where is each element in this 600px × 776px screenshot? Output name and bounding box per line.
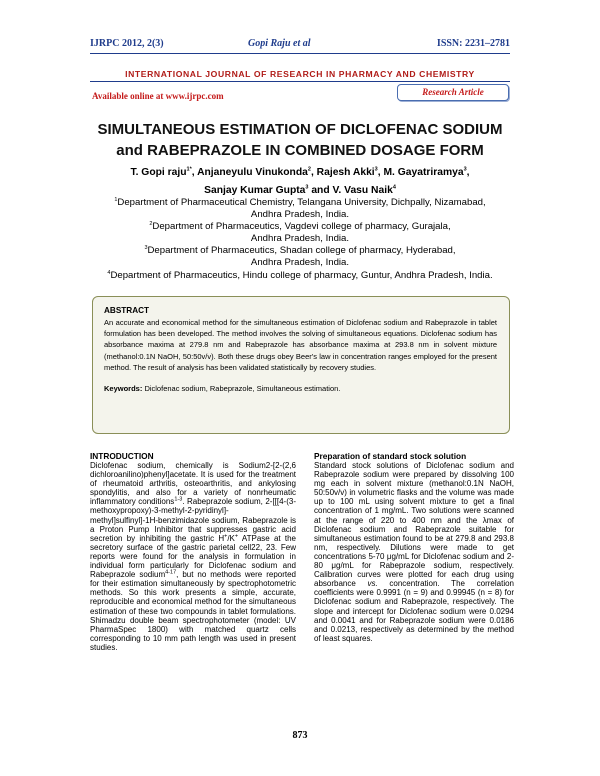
available-online[interactable]: Available online at www.ijrpc.com: [92, 91, 224, 101]
header-rule: [90, 53, 510, 54]
superscript: +: [224, 533, 228, 540]
stock-solution-heading: Preparation of standard stock solution: [314, 451, 467, 461]
author-affiliation-mark: 3: [463, 166, 467, 173]
affiliation: [88, 221, 512, 233]
author-name: V. Vasu Naik: [332, 185, 393, 196]
author-name: T. Gopi raju: [130, 167, 187, 178]
introduction-text: [90, 461, 296, 652]
affiliation: [88, 197, 512, 209]
affiliation-line: Department of Pharmaceutics, Vagdevi college of pharmacy, Gurajala,: [152, 221, 451, 233]
title-line-1: SIMULTANEOUS ESTIMATION OF DICLOFENAC SODIUM: [97, 121, 503, 138]
author-separator: and: [308, 185, 333, 196]
affiliation-line: Department of Pharmaceutics, Hindu college of pharmacy, Guntur, Andhra Pradesh, India.: [110, 269, 493, 281]
author-affiliation-mark: 3: [374, 166, 378, 173]
paper-title: [85, 119, 515, 161]
abstract-box: [92, 296, 510, 434]
journal-citation: IJRPC 2012, 2(3): [90, 38, 164, 49]
prep-text-part: Standard stock solutions of Diclofenac sodium and Rabeprazole sodium were prepared by dissolving 100 mg each in solvent mixture (methanol:0.1N NaOH, 50:50v/v) in volumetric flasks and the volume was made up to 100 mL using solvent mixture to get a final concentration of 1 mg/mL. Two solutions were scanned at the range of 220 to 400 nm and the λmax of Diclofenac sodium and Rabeprazole suitable for simultaneous estimation found to be at 279.8 and 293.8 nm, respectively. Dilutions were made to get concentrations 5-70 μg/mL for Diclofenac sodium and 2-80 μg/mL for Rabeprazole sodium, respectively. Calibration curves were plotted for each drug using absorbance: [314, 461, 514, 589]
prep-text-part: concentration. The correlation coefficients were 0.9991 (n = 9) and 0.99945 (n = 8) for Diclofenac sodium and Rabeprazole, respectively. The slope and intercept for Diclofenac sodium were 0.0294 and 0.0041 and for Rabeprazole sodium were 0.0186 and 0.0213, respectively as determined by the method of least squares.: [314, 579, 514, 643]
affiliation-line: Department of Pharmaceutical Chemistry, Telangana University, Dichpally, Nizamabad,: [117, 197, 486, 208]
superscript: +: [234, 533, 239, 540]
author-affiliation-mark: 2: [307, 166, 311, 173]
author-affiliation-mark: 1*: [186, 166, 192, 173]
author-affiliation-mark: 4: [392, 184, 396, 191]
abstract-text: An accurate and economical method for the simultaneous estimation of Diclofenac sodium and Rabeprazole in tablet formulation has been developed. The method involves the solving of simultaneous equations. Diclofenac sodium has absorbance maxima at 279.8 nm and Rabeprazole has absorbance maxima at 293.8 nm in solvent mixture (methanol:0.1N NaOH, 50:50v/v). Both these drugs obey Beer's law in concentration ranges employed for the present method. The result of analysis has been validated statistically by recovery studies.: [104, 318, 497, 372]
stock-solution-text: [314, 461, 514, 643]
intro-text-part: ATPase at the secretory surface of the gastric parietal cell22, 23. Few reports were found for the analysis in formulation in individual form particularly for Diclofenac sodium and Rabeprazole sodium: [90, 533, 296, 580]
italic-vs: vs.: [367, 579, 378, 589]
article-type-badge: Research Article: [397, 84, 509, 101]
author-list: [85, 164, 515, 200]
introduction-heading: INTRODUCTION: [90, 451, 154, 461]
intro-text-part: Diclofenac sodium, chemically is Sodium2-[2-(2,6 dichloroanilino)phenyl]acetate. It is used for the treatment of rheumatoid arthritis, osteoarthritis, and ankylosing spondylitis, and also for a variety of nonrheumatic inflammatory conditions: [90, 461, 296, 507]
intro-text-part: . Rabeprazole sodium, 2-[[[4-(3-methoxypropoxy)-3-methyl-2-pyridinyl]-methyl]sulfinyl]-1H-benzimidazole sodium, Rabeprazole is a Proton Pump Inhibitor that suppresses gastric acid secretion by inhibiting the gastric H: [90, 497, 296, 543]
affiliation-number: 1: [114, 196, 118, 203]
affiliations: [88, 197, 512, 282]
author-separator: ,: [466, 167, 470, 178]
author-name: Sanjay Kumar Gupta: [204, 185, 306, 196]
author-name: M. Gayatriramya: [383, 167, 464, 178]
keywords: [104, 383, 497, 394]
author-affiliation-mark: 3: [305, 184, 309, 191]
author-running-head: Gopi Raju et al: [248, 38, 311, 49]
journal-name: INTERNATIONAL JOURNAL OF RESEARCH IN PHARMACY AND CHEMISTRY: [125, 69, 475, 79]
introduction-section: [90, 451, 296, 652]
author-name: Rajesh Akki: [316, 167, 375, 178]
author-name: Anjaneyulu Vinukonda: [197, 167, 308, 178]
issn: ISSN: 2231–2781: [436, 38, 510, 49]
running-header: [90, 38, 510, 54]
affiliation: [88, 270, 512, 282]
affiliation-line: Department of Pharmaceutics, Shadan college of pharmacy, Hyderabad,: [147, 245, 456, 257]
affiliation-line: Andhra Pradesh, India.: [250, 209, 350, 221]
citation-ref: 1-3: [174, 496, 183, 503]
abstract-heading: ABSTRACT: [104, 306, 150, 315]
affiliation-line: Andhra Pradesh, India.: [250, 233, 350, 245]
keywords-text: Diclofenac sodium, Rabeprazole, Simultaneous estimation.: [144, 384, 341, 394]
journal-rule: [90, 81, 510, 82]
author-separator: ,: [310, 167, 317, 178]
author-separator: ,: [191, 167, 198, 178]
title-line-2: and RABEPRAZOLE IN COMBINED DOSAGE FORM: [116, 142, 484, 159]
affiliation-number: 2: [149, 221, 153, 227]
author-separator: ,: [377, 167, 384, 178]
intro-text-part: , but no methods were reported for their estimation simultaneously by spectrophotometric methods. So this work presents a simple, accurate, reproducible and economical method for the simultaneous estimation of these two compounds in tablet formulations. Shimadzu double beam spectrophotometer (model: UV PharmaSpec 1800) with matched quartz cells corresponding to 10 mm path length was used in present studies.: [90, 570, 297, 652]
intro-text-part: /K: [227, 533, 235, 543]
affiliation: [88, 245, 512, 257]
stock-solution-section: [314, 451, 514, 643]
affiliation-number: 3: [144, 245, 148, 252]
affiliation-number: 4: [107, 269, 111, 276]
citation-ref: 4-17: [165, 569, 177, 576]
page-number: 873: [292, 730, 308, 741]
affiliation-line: Andhra Pradesh, India.: [250, 257, 350, 269]
keywords-label: Keywords:: [104, 384, 143, 394]
